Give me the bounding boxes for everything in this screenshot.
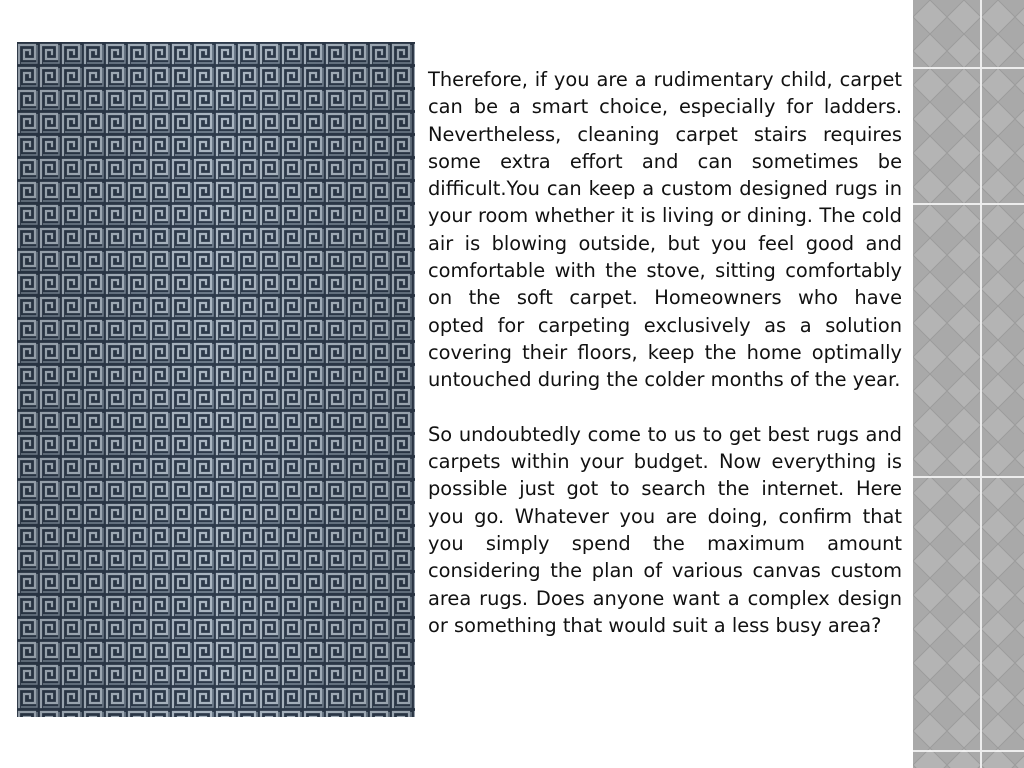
rug-pattern-image xyxy=(17,42,415,717)
body-text xyxy=(428,66,902,667)
decorative-side-panel xyxy=(913,0,1024,768)
paragraph-2: So undoubtedly come to us to get best rugs and carpets within your budget. Now everything is possible just got to search the internet. Here you go. Whatever you are doing, confirm that you simply spend the maximum amount considering the plan of various canvas custom area rugs. Does anyone want a complex design or something that would suit a less busy area? xyxy=(428,422,902,637)
paragraph-1: Therefore, if you are a rudimentary child, carpet can be a smart choice, especially for ladders. Nevertheless, cleaning carpet stairs requires some extra effort and can sometimes be difficult.You can keep a custom designed rugs in your room whether it is living or dining. The cold air is blowing outside, but you feel good and comfortable with the stove, sitting comfortably on the soft carpet. Homeowners who have opted for carpeting exclusively as a solution covering their floors, keep the home optimally untouched during the colder months of the year. xyxy=(428,68,902,392)
